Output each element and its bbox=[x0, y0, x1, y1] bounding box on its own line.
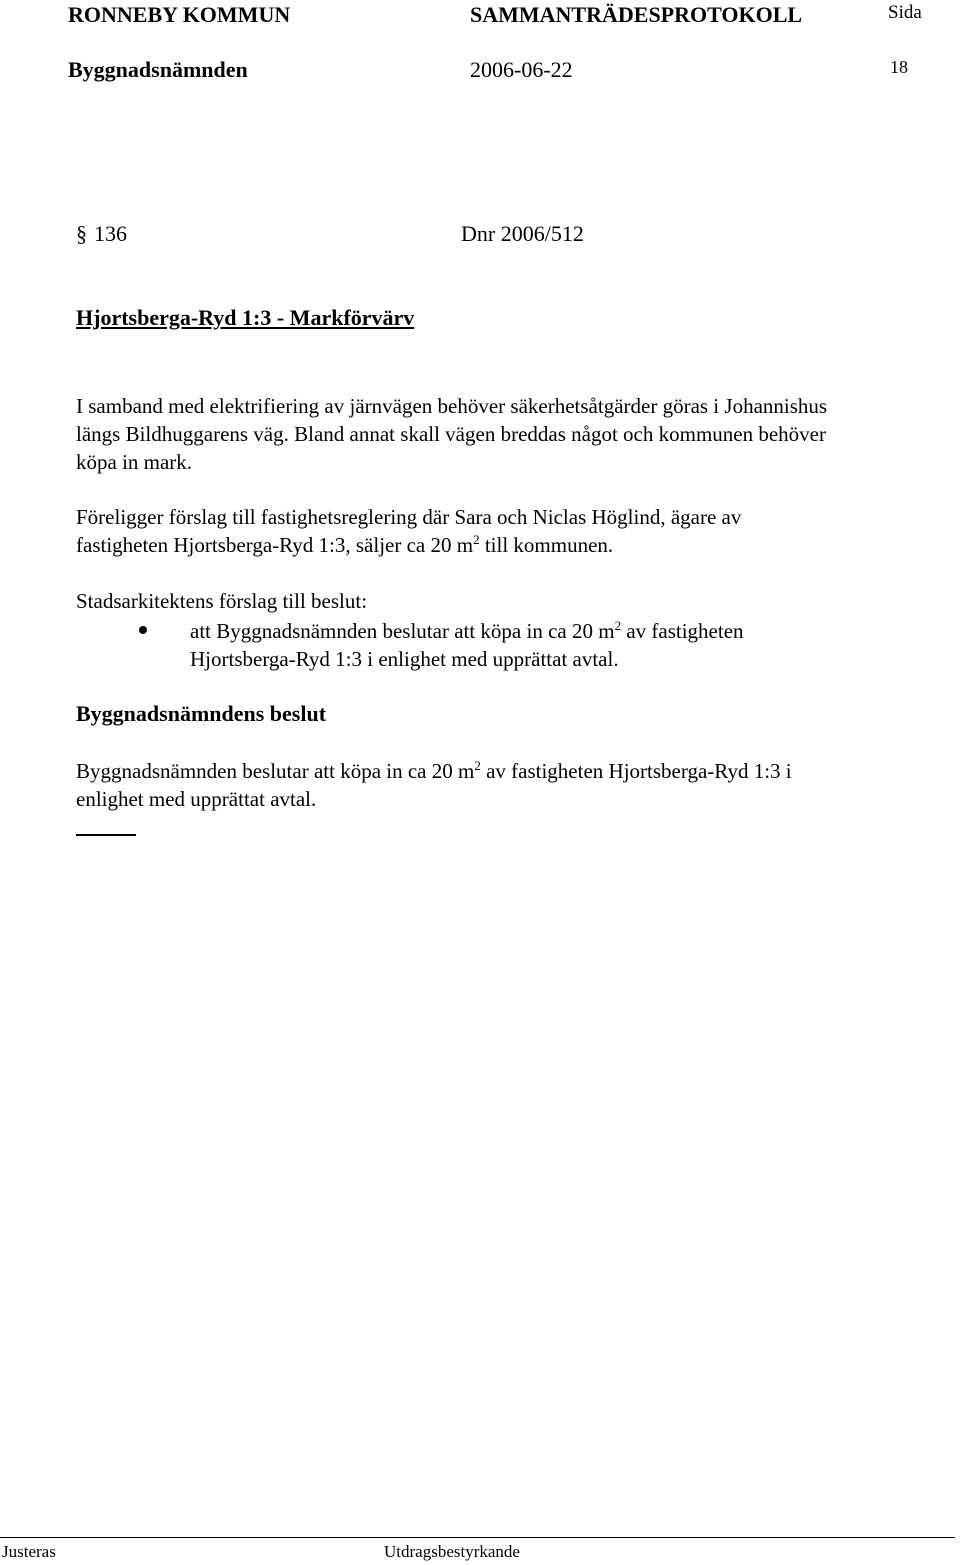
page-title: Hjortsberga-Ryd 1:3 - Markförvärv bbox=[76, 305, 415, 330]
paragraph1-line2: längs Bildhuggarens väg. Bland annat skall vägen breddas något och kommunen behöver bbox=[76, 422, 826, 446]
paragraph-symbol: § bbox=[76, 221, 87, 246]
section-end-rule bbox=[76, 834, 136, 836]
paragraph1-line3: köpa in mark. bbox=[76, 450, 193, 474]
proposal-bullet-line1: att Byggnadsnämnden beslutar att köpa in ca 20 $m^2$ av fastigheten bbox=[190, 618, 744, 643]
bullet-icon bbox=[139, 626, 147, 634]
footer-utdragsbestyrkande: Utdragsbestyrkande bbox=[384, 1542, 520, 1561]
document-type: SAMMANTRÄDESPROTOKOLL bbox=[470, 2, 803, 27]
paragraph1-line1: I samband med elektrifiering av järnvägen behöver säkerhetsåtgärder göras i Johannishus bbox=[76, 394, 828, 418]
decision-line2: enlighet med upprättat avtal. bbox=[76, 787, 317, 811]
footer-rule bbox=[0, 1537, 955, 1538]
footer-justeras: Justeras bbox=[2, 1542, 56, 1561]
page-label: Sida bbox=[888, 2, 922, 23]
decision-line1: Byggnadsnämnden beslutar att köpa in ca 20 $m^2$ av fastigheten Hjortsberga-Ryd 1:3 i bbox=[76, 758, 792, 783]
case-number: 136 bbox=[94, 221, 127, 246]
municipality-name: RONNEBY KOMMUN bbox=[68, 2, 291, 27]
paragraph2-line2: fastigheten Hjortsberga-Ryd 1:3, säljer ca 20 $m^2$ till kommunen. bbox=[76, 532, 614, 557]
proposal-bullet-line2: Hjortsberga-Ryd 1:3 i enlighet med upprättat avtal. bbox=[190, 647, 619, 671]
meeting-date: 2006-06-22 bbox=[470, 57, 573, 82]
paragraph2-line1: Föreligger förslag till fastighetsreglering där Sara och Niclas Höglind, ägare av bbox=[76, 505, 742, 529]
committee-name: Byggnadsnämnden bbox=[68, 57, 248, 82]
proposal-heading: Stadsarkitektens förslag till beslut: bbox=[76, 589, 368, 613]
page-number: 18 bbox=[890, 57, 908, 77]
decision-heading: Byggnadsnämndens beslut bbox=[76, 701, 327, 726]
diary-number: Dnr 2006/512 bbox=[461, 221, 584, 246]
